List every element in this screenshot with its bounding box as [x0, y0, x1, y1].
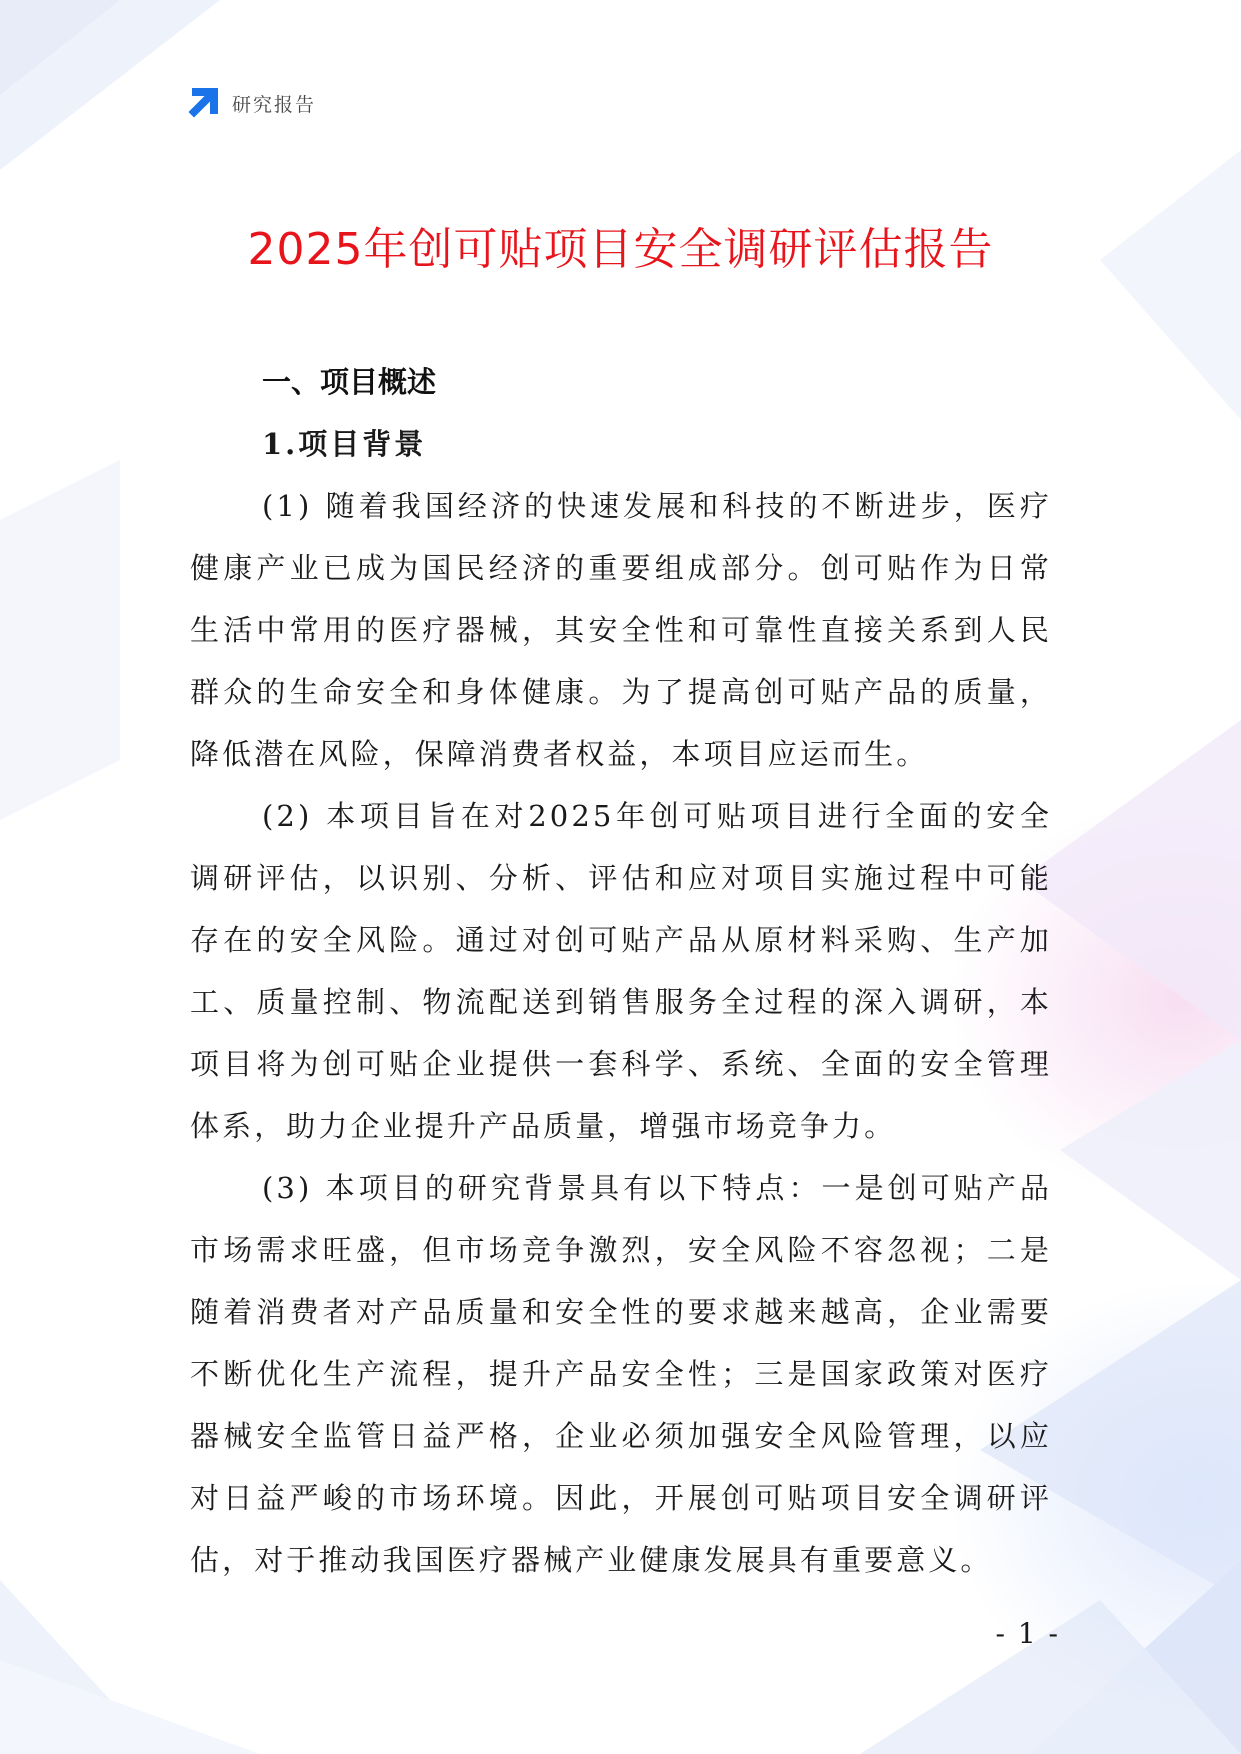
paragraph-3: (3) 本项目的研究背景具有以下特点：一是创可贴产品市场需求旺盛，但市场竞争激烈，安全风险不容忽视；二是随着消费者对产品质量和安全性的要求越来越高，企业需要不断优化生产流程，提升产品安全性；三是国家政策对医疗器械安全监管日益严格，企业必须加强安全风险管理，以应对日益严峻的市场环境。因此，开展创可贴项目安全调研评估，对于推动我国医疗器械产业健康发展具有重要意义。	[190, 1171, 1052, 1577]
paragraph-1: (1) 随着我国经济的快速发展和科技的不断进步，医疗健康产业已成为国民经济的重要组成部分。创可贴作为日常生活中常用的医疗器械，其安全性和可靠性直接关系到人民群众的生命安全和身体健康。为了提高创可贴产品的质量，降低潜在风险，保障消费者权益，本项目应运而生。	[190, 489, 1052, 771]
header-label: 研究报告	[232, 93, 317, 116]
section-heading: 一、项目概述	[262, 365, 437, 399]
page-number: - 1 -	[995, 1617, 1060, 1650]
paragraph-2: (2) 本项目旨在对2025年创可贴项目进行全面的安全调研评估，以识别、分析、评估和应对项目实施过程中可能存在的安全风险。通过对创可贴产品从原材料采购、生产加工、质量控制、物流配送到销售服务全过程的深入调研，本项目将为创可贴企业提供一套科学、系统、全面的安全管理体系，助力企业提升产品质量，增强市场竞争力。	[190, 799, 1052, 1143]
arrow-up-right-icon	[186, 86, 220, 120]
sub-heading: 1.项目背景	[262, 427, 427, 461]
report-header	[186, 86, 316, 120]
document-body	[190, 351, 1052, 1591]
document-title: 2025年创可贴项目安全调研评估报告	[247, 224, 994, 275]
